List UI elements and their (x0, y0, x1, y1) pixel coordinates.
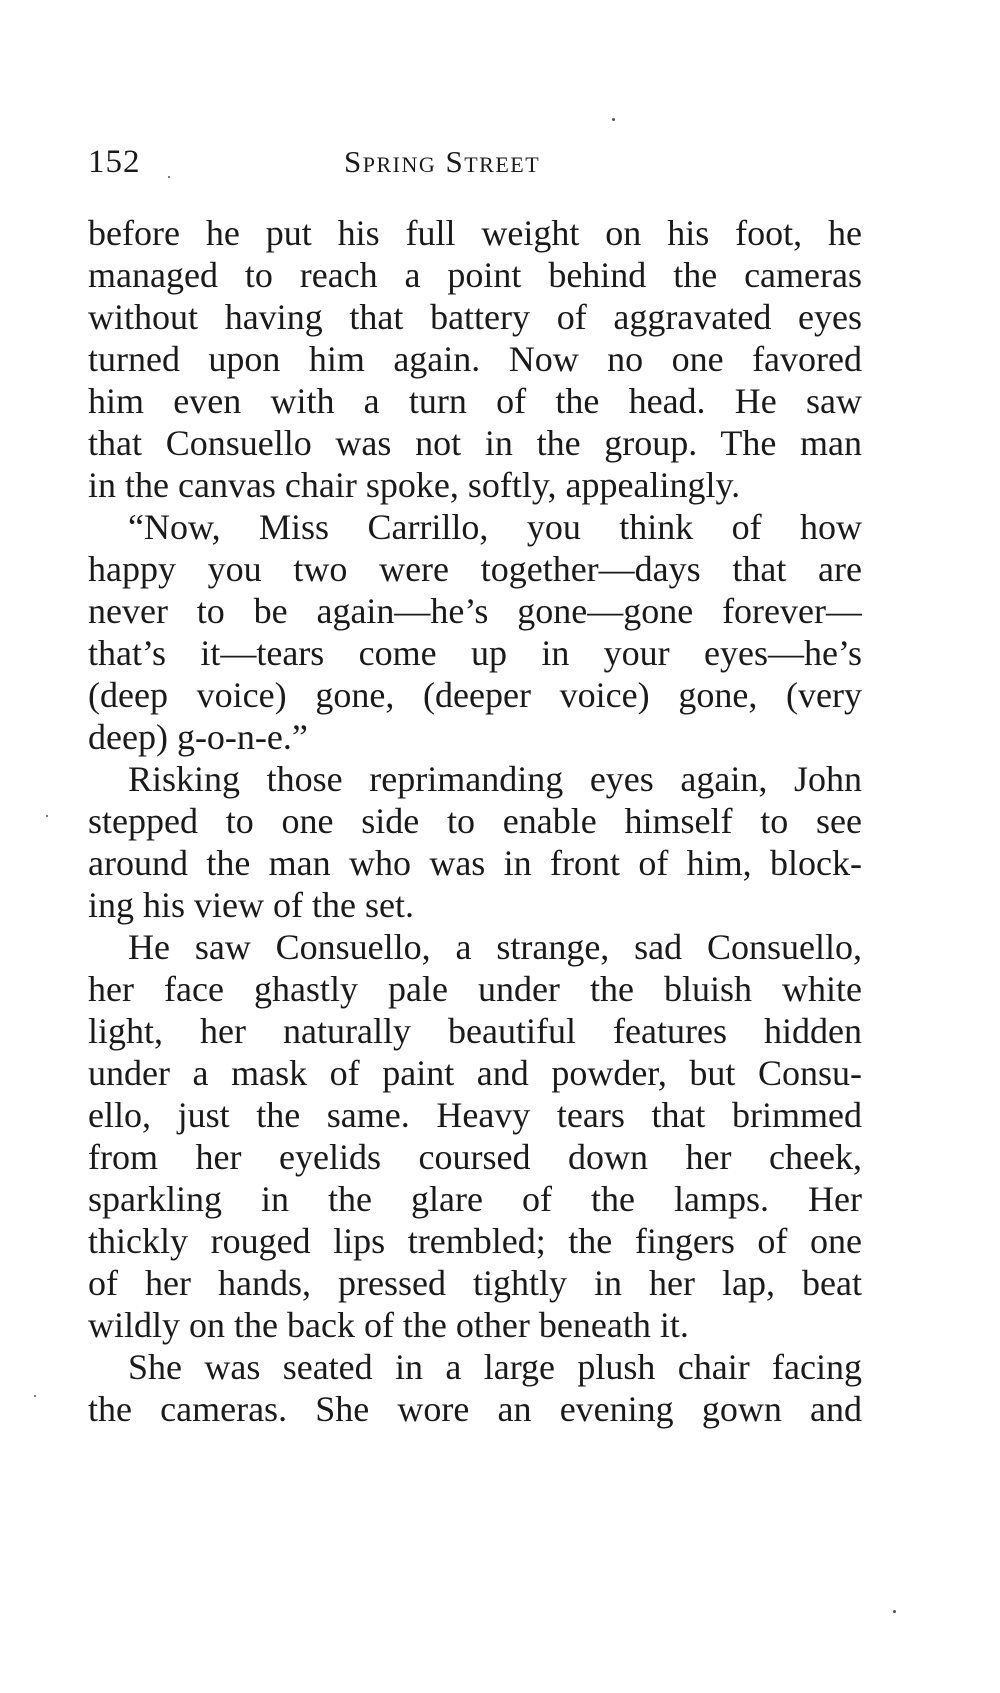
text-line: ello, just the same. Heavy tears that brimmed (88, 1095, 862, 1135)
text-line: before he put his full weight on his foot, he (88, 213, 862, 253)
text-line: happy you two were together—days that are (88, 549, 862, 589)
text-line: him even with a turn of the head. He saw (88, 381, 862, 421)
text-line: “Now, Miss Carrillo, you think of how (128, 507, 862, 547)
text-line: her face ghastly pale under the bluish white (88, 969, 862, 1009)
text-line: never to be again—he’s gone—gone forever— (88, 591, 862, 631)
paper-speck (168, 176, 170, 178)
page-number: 152 (88, 144, 141, 180)
text-line: that Consuello was not in the group. The man (88, 423, 862, 463)
text-line: She was seated in a large plush chair facing (128, 1347, 862, 1387)
text-line: the cameras. She wore an evening gown and (88, 1389, 862, 1429)
text-line: in the canvas chair spoke, softly, appealingly. (88, 465, 741, 505)
text-line: ing his view of the set. (88, 885, 414, 925)
text-line: that’s it—tears come up in your eyes—he’s (88, 633, 862, 673)
running-head (88, 136, 862, 188)
text-line: thickly rouged lips trembled; the fingers of one (88, 1221, 862, 1261)
text-line: Risking those reprimanding eyes again, John (128, 759, 862, 799)
text-line: under a mask of paint and powder, but Consu- (88, 1053, 862, 1093)
text-line: without having that battery of aggravated eyes (88, 297, 862, 337)
paper-speck (34, 1395, 36, 1397)
text-line: light, her naturally beautiful features hidden (88, 1011, 862, 1051)
text-line: around the man who was in front of him, block- (88, 843, 862, 883)
text-line: deep) g-o-n-e.” (88, 717, 308, 757)
text-line: turned upon him again. Now no one favored (88, 339, 862, 379)
text-line: of her hands, pressed tightly in her lap, beat (88, 1263, 862, 1303)
body-text (88, 212, 862, 1430)
running-title: Spring Street (344, 144, 541, 179)
paper-speck (893, 1610, 896, 1613)
text-line: sparkling in the glare of the lamps. Her (88, 1179, 862, 1219)
text-line: wildly on the back of the other beneath it. (88, 1305, 689, 1345)
paper-speck (46, 815, 48, 817)
text-line: from her eyelids coursed down her cheek, (88, 1137, 862, 1177)
text-line: managed to reach a point behind the cameras (88, 255, 862, 295)
paper-speck (612, 118, 615, 121)
text-line: He saw Consuello, a strange, sad Consuello, (128, 927, 862, 967)
text-line: stepped to one side to enable himself to see (88, 801, 862, 841)
text-line: (deep voice) gone, (deeper voice) gone, (very (88, 675, 862, 715)
